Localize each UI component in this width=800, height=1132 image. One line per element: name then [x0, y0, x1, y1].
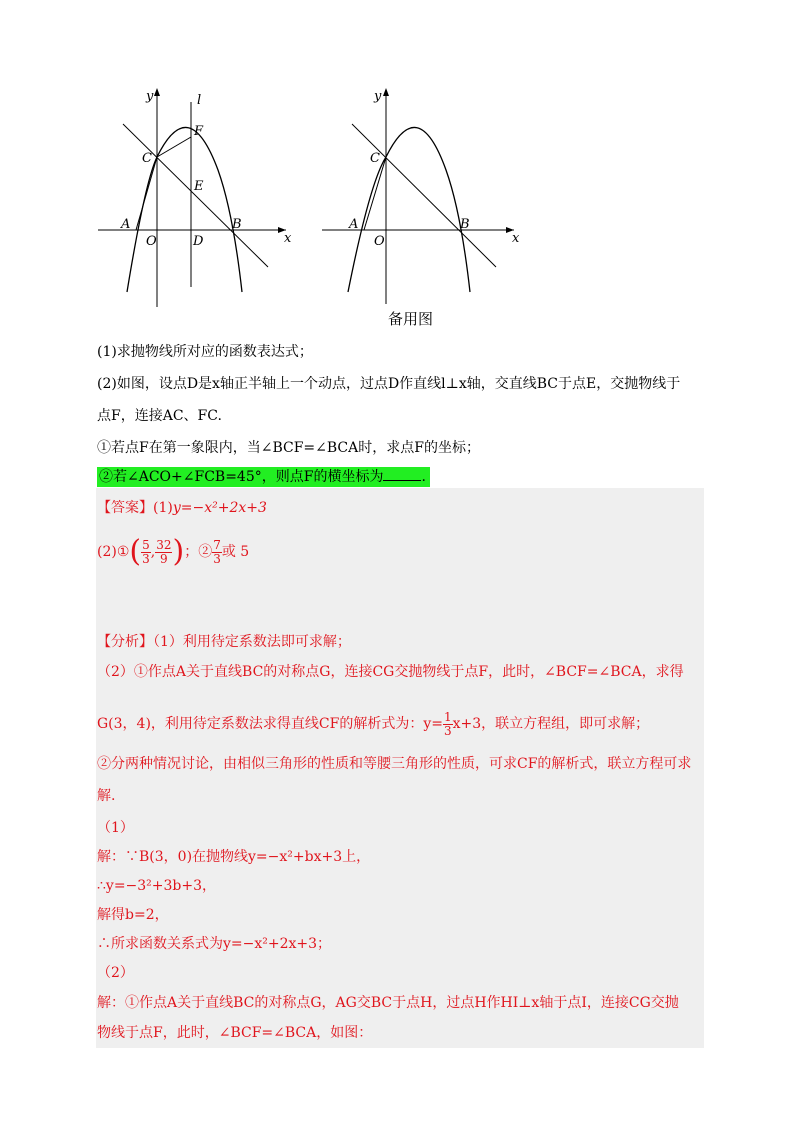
analysis-p1: （1）利用待定系数法即可求解；	[153, 634, 351, 650]
solution-1: （1）	[97, 820, 134, 836]
question-2-line2: 点F，连接AC、FC.	[97, 408, 222, 424]
label-a: A	[121, 217, 131, 232]
analysis-line-1	[97, 632, 351, 652]
answer-line-2: (2)①( $\frac{5}{3}$ , $\frac{32}{9}$ )；② $\frac{7}{3}$ 或 5	[97, 534, 250, 569]
label-x: x	[512, 231, 520, 246]
figure-caption: 备用图	[388, 310, 434, 328]
question-2-line1: (2)如图，设点D是x轴正半轴上一个动点，过点D作直线l⊥x轴，交直线BC于点E，交抛物线于	[97, 376, 681, 392]
analysis-p3-line2: 解.	[97, 788, 116, 804]
label-y: y	[374, 89, 382, 104]
analysis-p3-line1: ②分两种情况讨论，由相似三角形的性质和等腰三角形的性质，可求CF的解析式，联立方程可求	[97, 756, 692, 772]
solution-2: 解：∵B(3，0)在抛物线y=−x²+bx+3上，	[97, 849, 371, 865]
fraction-y-num: 32	[156, 537, 172, 552]
paren-right: )	[172, 534, 185, 569]
fraction-slope-den: 3	[444, 723, 452, 738]
analysis-p2-line1: （2）①作点A关于直线BC的对称点G，连接CG交抛物线于点F，此时，∠BCF=∠BCA，求得	[97, 664, 684, 680]
figure-backup-svg	[318, 82, 528, 308]
y-axis-arrow	[383, 88, 389, 96]
question-2-sub2-text: ②若∠ACO+∠FCB=45°，则点F的横坐标为	[99, 469, 384, 485]
fraction-second-num: 7	[213, 537, 221, 552]
fraction-y-den: 9	[160, 551, 168, 566]
fraction-x-den: 3	[142, 551, 150, 566]
fraction-second-den: 3	[213, 551, 221, 566]
question-2-sub1: ①若点F在第一象限内，当∠BCF=∠BCA时，求点F的坐标；	[97, 440, 480, 456]
solution-7: 解：①作点A关于直线BC的对称点G，AG交BC于点H，过点H作HI⊥x轴于点I，连接CG交抛	[97, 995, 679, 1011]
label-a: A	[349, 217, 359, 232]
fraction-x-num: 5	[142, 537, 150, 552]
label-x: x	[284, 231, 292, 246]
answer-2-tail: 或 5	[221, 544, 250, 560]
paren-left: (	[129, 534, 142, 569]
answer-2-prefix: (2)①	[97, 544, 130, 560]
parabola	[348, 127, 470, 292]
analysis-p2-line2-b: x+3，联立方程组，即可求解；	[452, 716, 650, 732]
label-l: l	[197, 93, 202, 108]
label-d: D	[193, 234, 204, 249]
solution-6: （2）	[97, 965, 134, 981]
label-y: y	[146, 89, 154, 104]
fraction-slope	[443, 711, 453, 738]
segment-ac	[364, 157, 386, 230]
label-e: E	[194, 179, 204, 194]
y-axis-arrow	[154, 88, 160, 96]
highlight-block: ②若∠ACO+∠FCB=45°，则点F的横坐标为 .	[97, 467, 430, 487]
analysis-label: 【分析】	[97, 634, 153, 650]
segment-ac	[136, 157, 157, 230]
question-2-sub2	[97, 467, 430, 487]
label-o: O	[374, 234, 385, 249]
solution-3: ∴y=−3²+3b+3，	[97, 878, 217, 894]
fraction-y	[155, 539, 172, 566]
figure-main-svg	[90, 82, 310, 312]
answer-blank	[383, 468, 421, 481]
fraction-x	[141, 539, 151, 566]
figure-backup	[318, 82, 528, 308]
answer-1-prefix: (1)	[153, 500, 173, 516]
answer-2-sep: ；②	[184, 544, 213, 560]
answer-1-expression: y=−x²+2x+3	[172, 500, 267, 516]
fraction-slope-num: 1	[444, 709, 452, 724]
analysis-p2-line2	[97, 706, 649, 742]
analysis-p2-line2-a: G(3，4)，利用待定系数法求得直线CF的解析式为：y=	[97, 716, 443, 732]
label-b: B	[460, 217, 470, 232]
fraction-second	[212, 539, 222, 566]
label-b: B	[232, 217, 242, 232]
solution-5: ∴所求函数关系式为y=−x²+2x+3；	[97, 936, 332, 952]
answer-line-1	[97, 498, 267, 518]
answer-label: 【答案】	[97, 500, 153, 516]
label-c: C	[142, 151, 152, 166]
label-o: O	[146, 234, 157, 249]
figure-main	[90, 82, 310, 312]
solution-8: 物线于点F，此时，∠BCF=∠BCA，如图：	[97, 1025, 373, 1041]
label-f: F	[194, 124, 204, 139]
question-1: (1)求抛物线所对应的函数表达式；	[97, 344, 313, 360]
label-c: C	[370, 151, 380, 166]
solution-4: 解得b=2，	[97, 907, 169, 923]
